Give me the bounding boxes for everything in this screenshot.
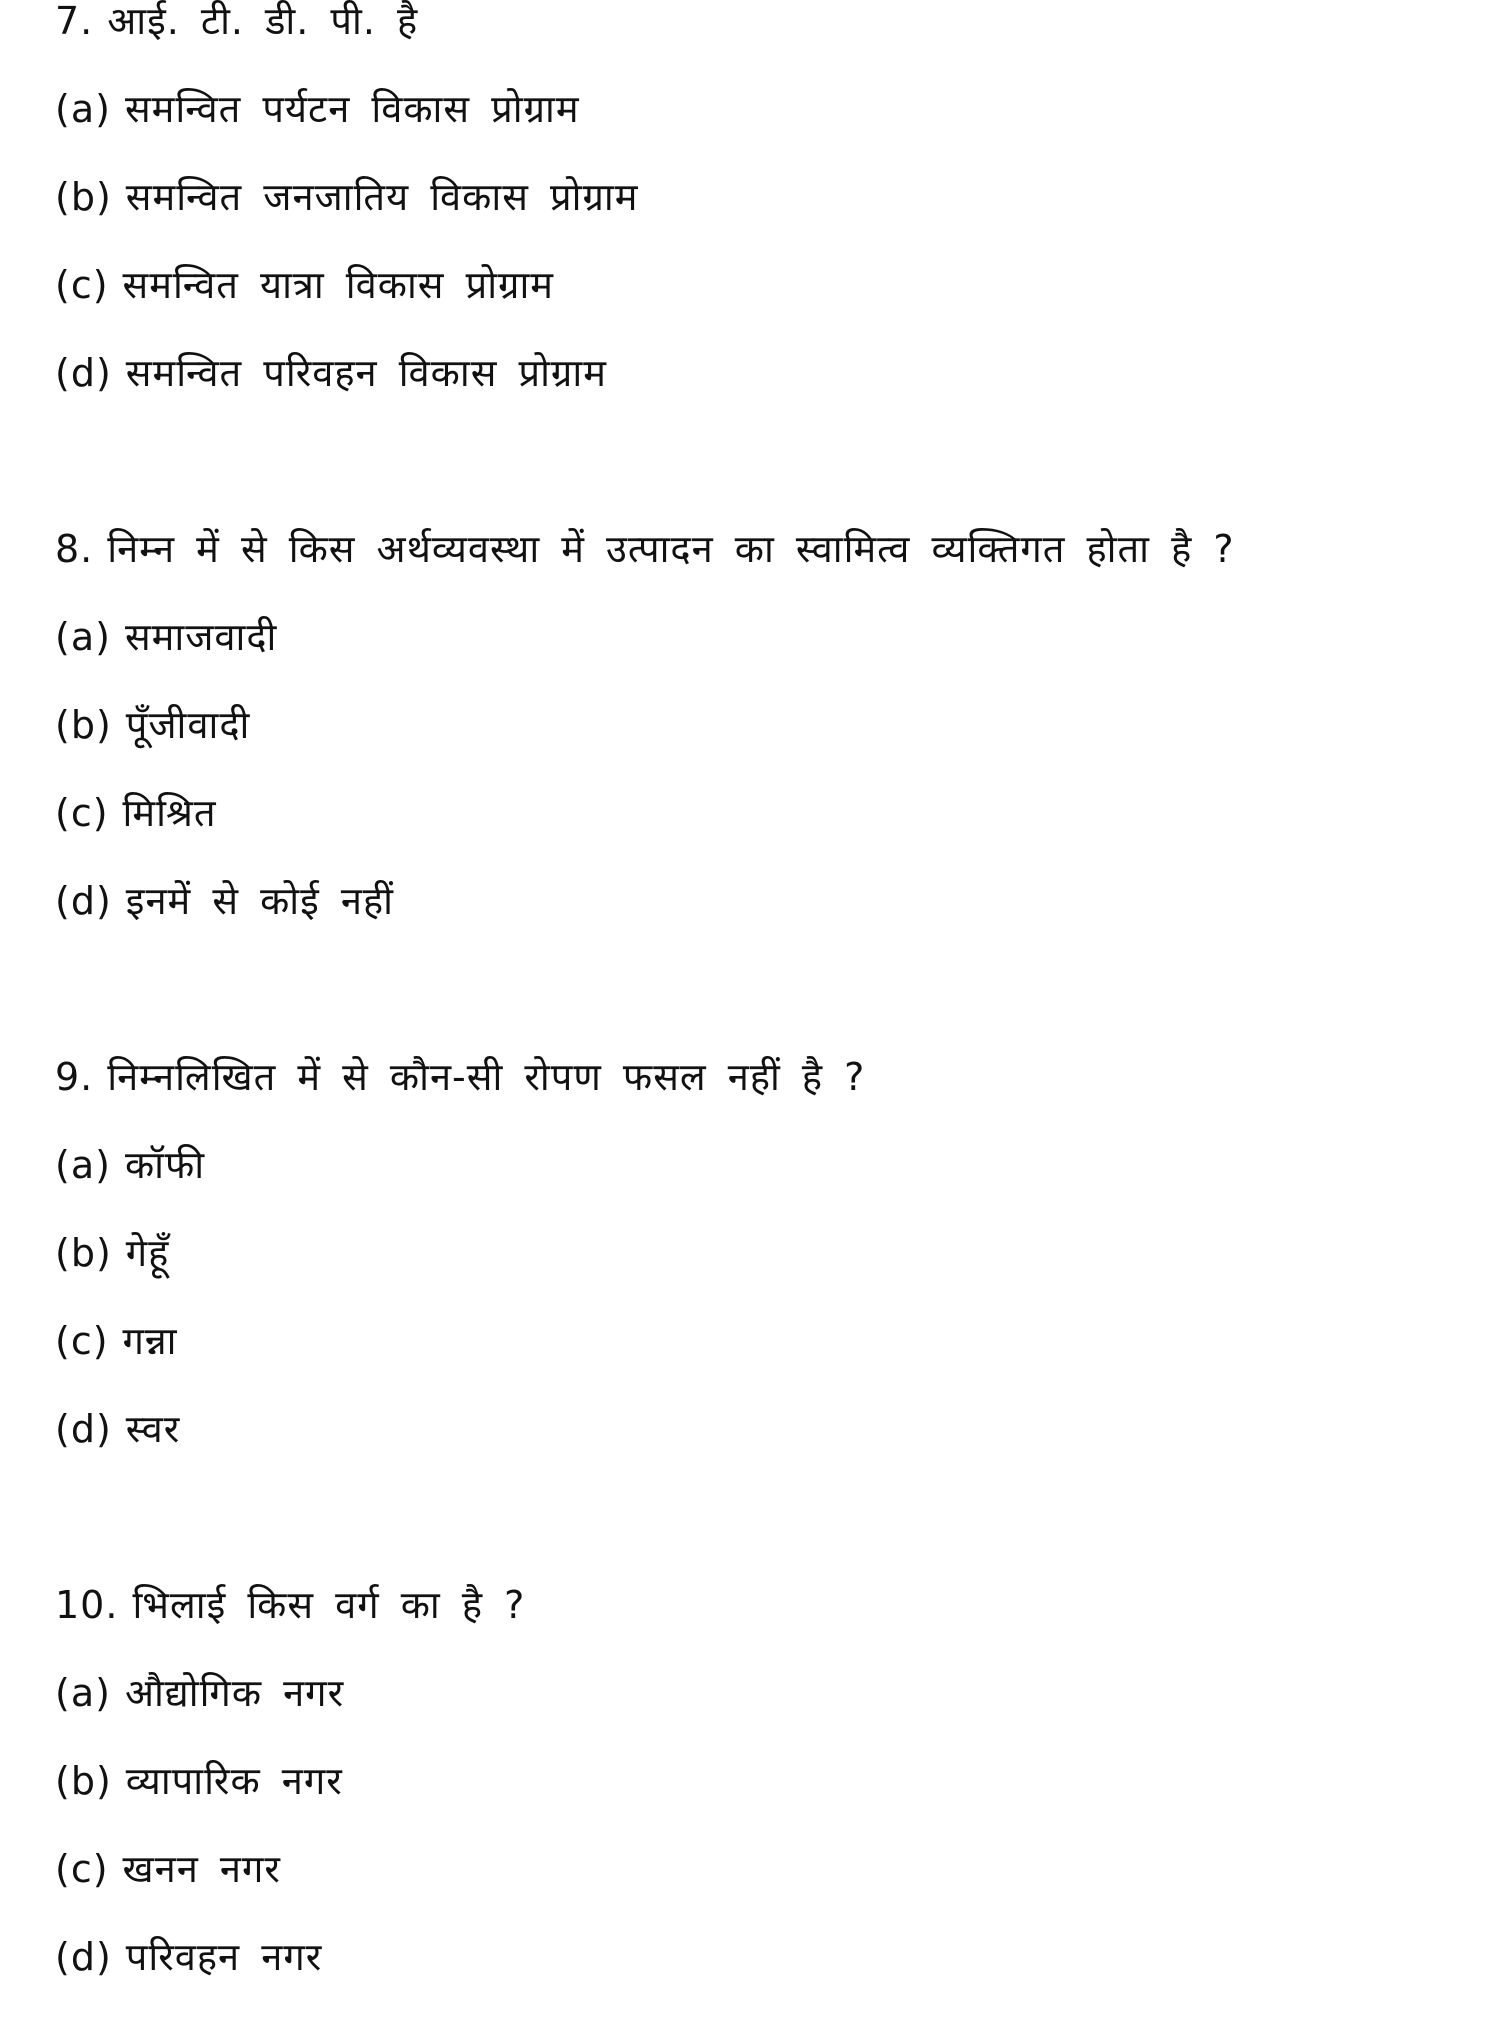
question-10 <box>55 1580 525 1630</box>
option-text: समन्वित पर्यटन विकास प्रोग्राम <box>124 87 580 131</box>
option-text: पूँजीवादी <box>125 703 251 747</box>
option-8a <box>55 612 277 662</box>
question-9 <box>55 1052 865 1102</box>
option-7c <box>55 260 554 310</box>
option-text: समन्वित परिवहन विकास प्रोग्राम <box>125 351 607 395</box>
option-7a <box>55 84 580 134</box>
question-number: 9. <box>55 1055 94 1099</box>
option-7b <box>55 172 638 222</box>
question-text: भिलाई किस वर्ग का है ? <box>132 1583 526 1627</box>
option-text: औद्योगिक नगर <box>124 1671 345 1715</box>
question-number: 8. <box>55 527 94 571</box>
option-text: इनमें से कोई नहीं <box>125 879 394 923</box>
option-text: मिश्रित <box>122 791 217 835</box>
option-8d <box>55 876 394 926</box>
option-text: कॉफी <box>124 1143 206 1187</box>
option-9c <box>55 1316 177 1366</box>
option-label: (a) <box>55 1143 111 1187</box>
option-10c <box>55 1844 281 1894</box>
option-label: (d) <box>55 1935 112 1979</box>
option-text: स्वर <box>125 1407 181 1451</box>
option-9b <box>55 1228 169 1278</box>
option-text: समाजवादी <box>124 615 278 659</box>
question-8 <box>55 524 1235 574</box>
option-label: (c) <box>55 791 109 835</box>
option-9a <box>55 1140 205 1190</box>
option-label: (b) <box>55 703 112 747</box>
option-label: (c) <box>55 1847 109 1891</box>
option-label: (a) <box>55 87 111 131</box>
option-text: खनन नगर <box>122 1847 281 1891</box>
option-label: (b) <box>55 175 112 219</box>
option-10d <box>55 1932 322 1982</box>
option-8b <box>55 700 250 750</box>
option-text: गेहूँ <box>125 1231 170 1275</box>
option-label: (b) <box>55 1759 112 1803</box>
option-text: समन्वित जनजातिय विकास प्रोग्राम <box>125 175 639 219</box>
option-label: (d) <box>55 879 112 923</box>
option-label: (d) <box>55 351 112 395</box>
question-text: निम्नलिखित में से कौन-सी रोपण फसल नहीं है ? <box>107 1055 866 1099</box>
option-label: (d) <box>55 1407 112 1451</box>
option-label: (c) <box>55 1319 109 1363</box>
option-label: (c) <box>55 263 109 307</box>
option-text: व्यापारिक नगर <box>125 1759 343 1803</box>
option-label: (a) <box>55 1671 111 1715</box>
option-text: परिवहन नगर <box>125 1935 323 1979</box>
option-8c <box>55 788 217 838</box>
option-text: गन्ना <box>122 1319 178 1363</box>
question-number: 10. <box>55 1583 119 1627</box>
option-10b <box>55 1756 343 1806</box>
question-7 <box>55 0 418 46</box>
option-text: समन्वित यात्रा विकास प्रोग्राम <box>122 263 555 307</box>
question-text: आई. टी. डी. पी. है <box>107 0 419 43</box>
question-text: निम्न में से किस अर्थव्यवस्था में उत्पादन का स्वामित्व व्यक्तिगत होता है ? <box>107 527 1235 571</box>
option-label: (b) <box>55 1231 112 1275</box>
option-9d <box>55 1404 180 1454</box>
option-10a <box>55 1668 344 1718</box>
option-label: (a) <box>55 615 111 659</box>
question-number: 7. <box>55 0 94 43</box>
option-7d <box>55 348 607 398</box>
